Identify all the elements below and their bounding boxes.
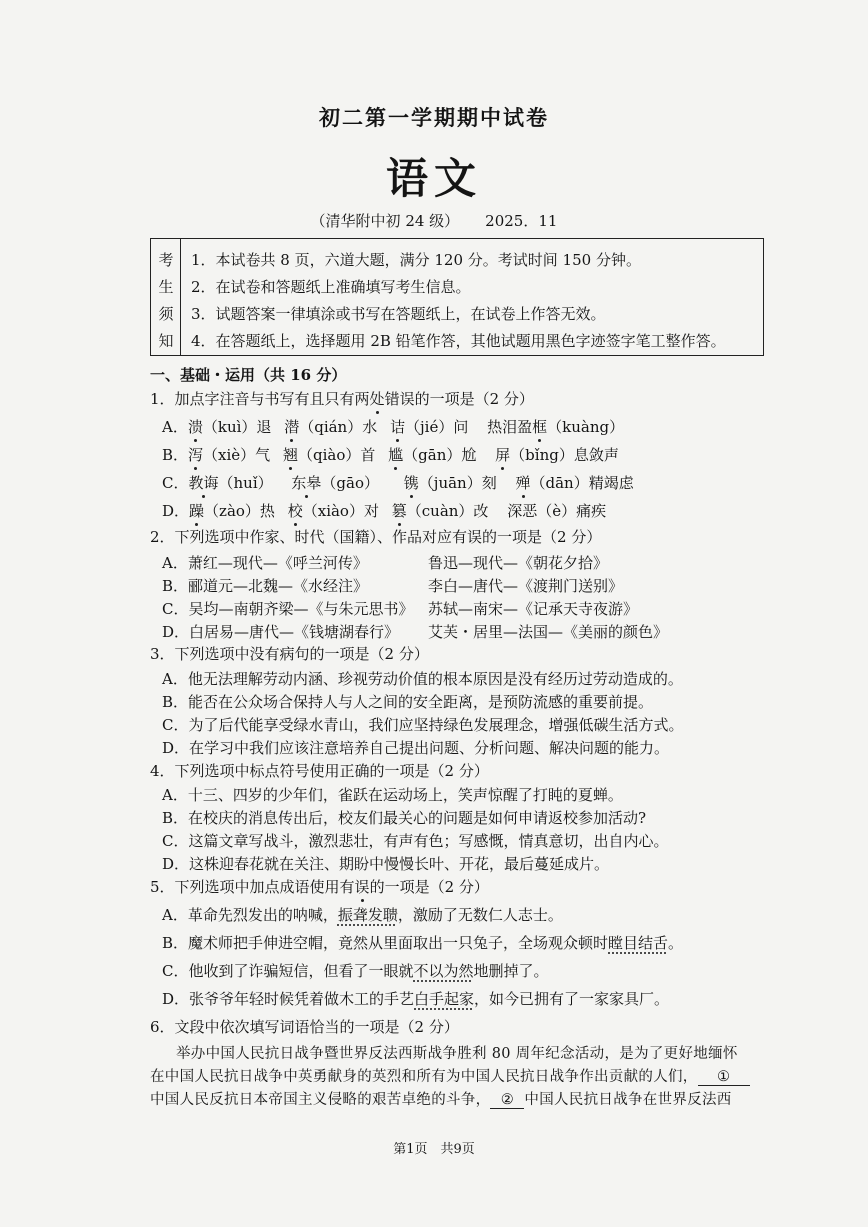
blank-1: ① bbox=[698, 1069, 750, 1086]
dotted-char: 殚 bbox=[515, 474, 531, 492]
stem-text: 5．下列选项中加点成语使用有 bbox=[150, 878, 355, 896]
option-text: （qián）水 bbox=[299, 418, 378, 436]
passage-line: 举办中国人民抗日战争暨世界反法西斯战争胜利 80 周年纪念活动，是为了更好地缅怀 bbox=[176, 1046, 738, 1062]
dotted-char: 屏 bbox=[495, 446, 511, 464]
notice-item: 2．在试卷和答题纸上准确填写考生信息。 bbox=[191, 278, 471, 296]
question-2-stem: 2．下列选项中作家、时代（国籍）、作品对应有误的一项是（2 分） bbox=[150, 528, 602, 546]
option-letter: B． bbox=[162, 446, 189, 464]
option-text: （è）痛疾 bbox=[537, 502, 607, 520]
question-2-option-c-right: 苏轼—南宋—《记承天寺夜游》 bbox=[428, 600, 639, 618]
option-text: （cuàn）改 bbox=[406, 502, 489, 520]
question-2-option-d-right: 艾芙・居里—法国—《美丽的颜色》 bbox=[428, 623, 669, 641]
stem-text: 错误 bbox=[384, 390, 415, 408]
dotted-char: 处 bbox=[369, 390, 385, 408]
option-text: C．他收到了诈骗短信，但看了一眼就 bbox=[162, 962, 414, 980]
question-2-option-d-left: D．白居易—唐代—《钱塘湖春行》 bbox=[162, 623, 400, 641]
option-text: （qiào）首 bbox=[297, 446, 376, 464]
question-3-stem: 3．下列选项中没有病句的一项是（2 分） bbox=[150, 645, 429, 663]
option-text: （gāo） bbox=[321, 474, 379, 492]
question-5-option-c bbox=[162, 960, 549, 981]
option-text: （xiè）气 bbox=[203, 446, 271, 464]
school-label: （清华附中初 24 级） bbox=[310, 212, 460, 230]
notice-label-char: 知 bbox=[158, 332, 174, 350]
question-3-option-a: A．他无法理解劳动内涵、珍视劳动价值的根本原因是没有经历过劳动造成的。 bbox=[162, 670, 683, 688]
dotted-char: 尴 bbox=[388, 446, 404, 464]
option-letter: C． bbox=[162, 474, 189, 492]
dotted-idiom: 不以为然 bbox=[413, 962, 474, 980]
exam-title: 初二第一学期期中试卷 bbox=[319, 105, 549, 130]
exam-info bbox=[0, 210, 868, 231]
question-3-option-b: B．能否在公众场合保持人与人之间的安全距离，是预防流感的重要前提。 bbox=[162, 693, 654, 711]
passage-line bbox=[150, 1065, 750, 1086]
question-4-option-b: B．在校庆的消息传出后，校友们最关心的问题是如何申请返校参加活动? bbox=[162, 809, 647, 827]
option-text: 热泪盈 bbox=[487, 418, 533, 436]
question-3-option-c: C．为了后代能享受绿水青山，我们应坚持绿色发展理念，增强低碳生活方式。 bbox=[162, 716, 684, 734]
candidate-notice-box bbox=[150, 238, 764, 356]
option-text: （dān）精竭虑 bbox=[530, 474, 634, 492]
dotted-char: 校 bbox=[287, 502, 303, 520]
question-2-option-a-left: A．萧红—现代—《呼兰河传》 bbox=[162, 554, 368, 572]
question-4-option-a: A．十三、四岁的少年们，雀跃在运动场上，笑声惊醒了打盹的夏蝉。 bbox=[162, 786, 623, 804]
question-4-option-c: C．这篇文章写战斗，激烈悲壮，有声有色；写感慨，情真意切，出自内心。 bbox=[162, 832, 669, 850]
passage-line bbox=[150, 1088, 732, 1109]
notice-label-char: 须 bbox=[158, 305, 174, 323]
option-text: （jié）问 bbox=[405, 418, 469, 436]
subject-title: 语文 bbox=[385, 154, 482, 203]
blank-2: ② bbox=[490, 1092, 524, 1109]
question-2-option-c-left: C．吴均—南朝齐梁—《与朱元思书》 bbox=[162, 600, 414, 618]
option-text: 深恶 bbox=[507, 502, 538, 520]
option-text: （huǐ） bbox=[218, 474, 273, 492]
option-text: ，激励了无数仁人志士。 bbox=[397, 906, 563, 924]
question-3-option-d: D．在学习中我们应该注意培养自己提出问题、分析问题、解决问题的能力。 bbox=[162, 739, 670, 757]
dotted-char: 潜 bbox=[284, 418, 300, 436]
notice-label-char: 考 bbox=[158, 251, 174, 269]
dotted-char: 翘 bbox=[282, 446, 298, 464]
question-5-option-a bbox=[162, 904, 563, 925]
option-letter: D． bbox=[162, 502, 190, 520]
dotted-idiom: 振聋发聩 bbox=[337, 906, 398, 924]
question-1-option-c bbox=[162, 472, 634, 493]
question-4-option-d: D．这株迎春花就在关注、期盼中慢慢长叶、开花，最后蔓延成片。 bbox=[162, 855, 610, 873]
option-text: （kuàng） bbox=[547, 418, 625, 436]
dotted-char: 泻 bbox=[188, 446, 204, 464]
dotted-char: 篡 bbox=[391, 502, 407, 520]
dotted-char: 镌 bbox=[403, 474, 419, 492]
page-footer: 第1页 共9页 bbox=[393, 1142, 475, 1157]
option-text: （kuì）退 bbox=[202, 418, 272, 436]
option-text: （zào）热 bbox=[204, 502, 275, 520]
dotted-char: 误 bbox=[354, 878, 370, 896]
dotted-char: 躁 bbox=[189, 502, 205, 520]
passage-text: 在中国人民抗日战争中英勇献身的英烈和所有为中国人民抗日战争作出贡献的人们， bbox=[150, 1069, 698, 1085]
question-1-option-d bbox=[162, 500, 606, 521]
dotted-char: 诘 bbox=[390, 418, 406, 436]
dotted-char: 东皋 bbox=[291, 474, 322, 492]
question-5-stem bbox=[150, 876, 489, 897]
option-text: （xiào）对 bbox=[302, 502, 379, 520]
question-1-stem bbox=[150, 388, 534, 409]
option-text: （gān）尬 bbox=[403, 446, 477, 464]
question-2-option-a-right: 鲁迅—现代—《朝花夕拾》 bbox=[428, 554, 609, 572]
option-text: B．魔术师把手伸进空帽，竟然从里面取出一只兔子，全场观众顿时 bbox=[162, 934, 609, 952]
option-text: A．革命先烈发出的呐喊， bbox=[162, 906, 338, 924]
stem-text: 的一项是（2 分） bbox=[369, 878, 489, 896]
dotted-char: 框 bbox=[532, 418, 548, 436]
option-text: （juān）刻 bbox=[418, 474, 497, 492]
notice-item: 3．试题答案一律填涂或书写在答题纸上，在试卷上作答无效。 bbox=[191, 305, 606, 323]
dotted-char: 教诲 bbox=[188, 474, 219, 492]
question-1-option-a bbox=[162, 416, 624, 437]
notice-item: 4．在答题纸上，选择题用 2B 铅笔作答，其他试题用黑色字迹签字笔工整作答。 bbox=[191, 332, 726, 350]
stem-text: 1．加点字注音与书写有且只有两 bbox=[150, 390, 370, 408]
option-text: ，如今已拥有了一家家具厂。 bbox=[474, 990, 670, 1008]
question-1-option-b bbox=[162, 444, 619, 465]
dotted-idiom: 白手起家 bbox=[414, 990, 475, 1008]
notice-item: 1．本试卷共 8 页，六道大题，满分 120 分。考试时间 150 分钟。 bbox=[191, 251, 641, 269]
question-2-option-b-left: B．郦道元—北魏—《水经注》 bbox=[162, 577, 369, 595]
option-text: 。 bbox=[668, 934, 684, 952]
passage-text: 中国人民反抗日本帝国主义侵略的艰苦卓绝的斗争， bbox=[150, 1092, 491, 1108]
question-6-stem: 6．文段中依次填写词语恰当的一项是（2 分） bbox=[150, 1018, 459, 1036]
question-2-option-b-right: 李白—唐代—《渡荆门送别》 bbox=[428, 577, 624, 595]
question-5-option-d bbox=[162, 988, 669, 1009]
notice-label-column bbox=[151, 239, 181, 355]
question-4-stem: 4．下列选项中标点符号使用正确的一项是（2 分） bbox=[150, 762, 489, 780]
option-text: 地删掉了。 bbox=[473, 962, 549, 980]
notice-label-char: 生 bbox=[158, 278, 174, 296]
stem-text: 的一项是（2 分） bbox=[414, 390, 534, 408]
section-heading: 一、基础・运用（共 16 分） bbox=[150, 366, 347, 384]
exam-date: 2025．11 bbox=[485, 212, 558, 230]
question-5-option-b bbox=[162, 932, 683, 953]
option-letter: A． bbox=[162, 418, 188, 436]
passage-text: 中国人民抗日战争在世界反法西 bbox=[524, 1092, 732, 1108]
option-text: D．张爷爷年轻时候凭着做木工的手艺 bbox=[162, 990, 415, 1008]
dotted-idiom: 瞠目结舌 bbox=[608, 934, 669, 952]
dotted-char: 溃 bbox=[187, 418, 203, 436]
option-text: （bǐng）息敛声 bbox=[510, 446, 619, 464]
